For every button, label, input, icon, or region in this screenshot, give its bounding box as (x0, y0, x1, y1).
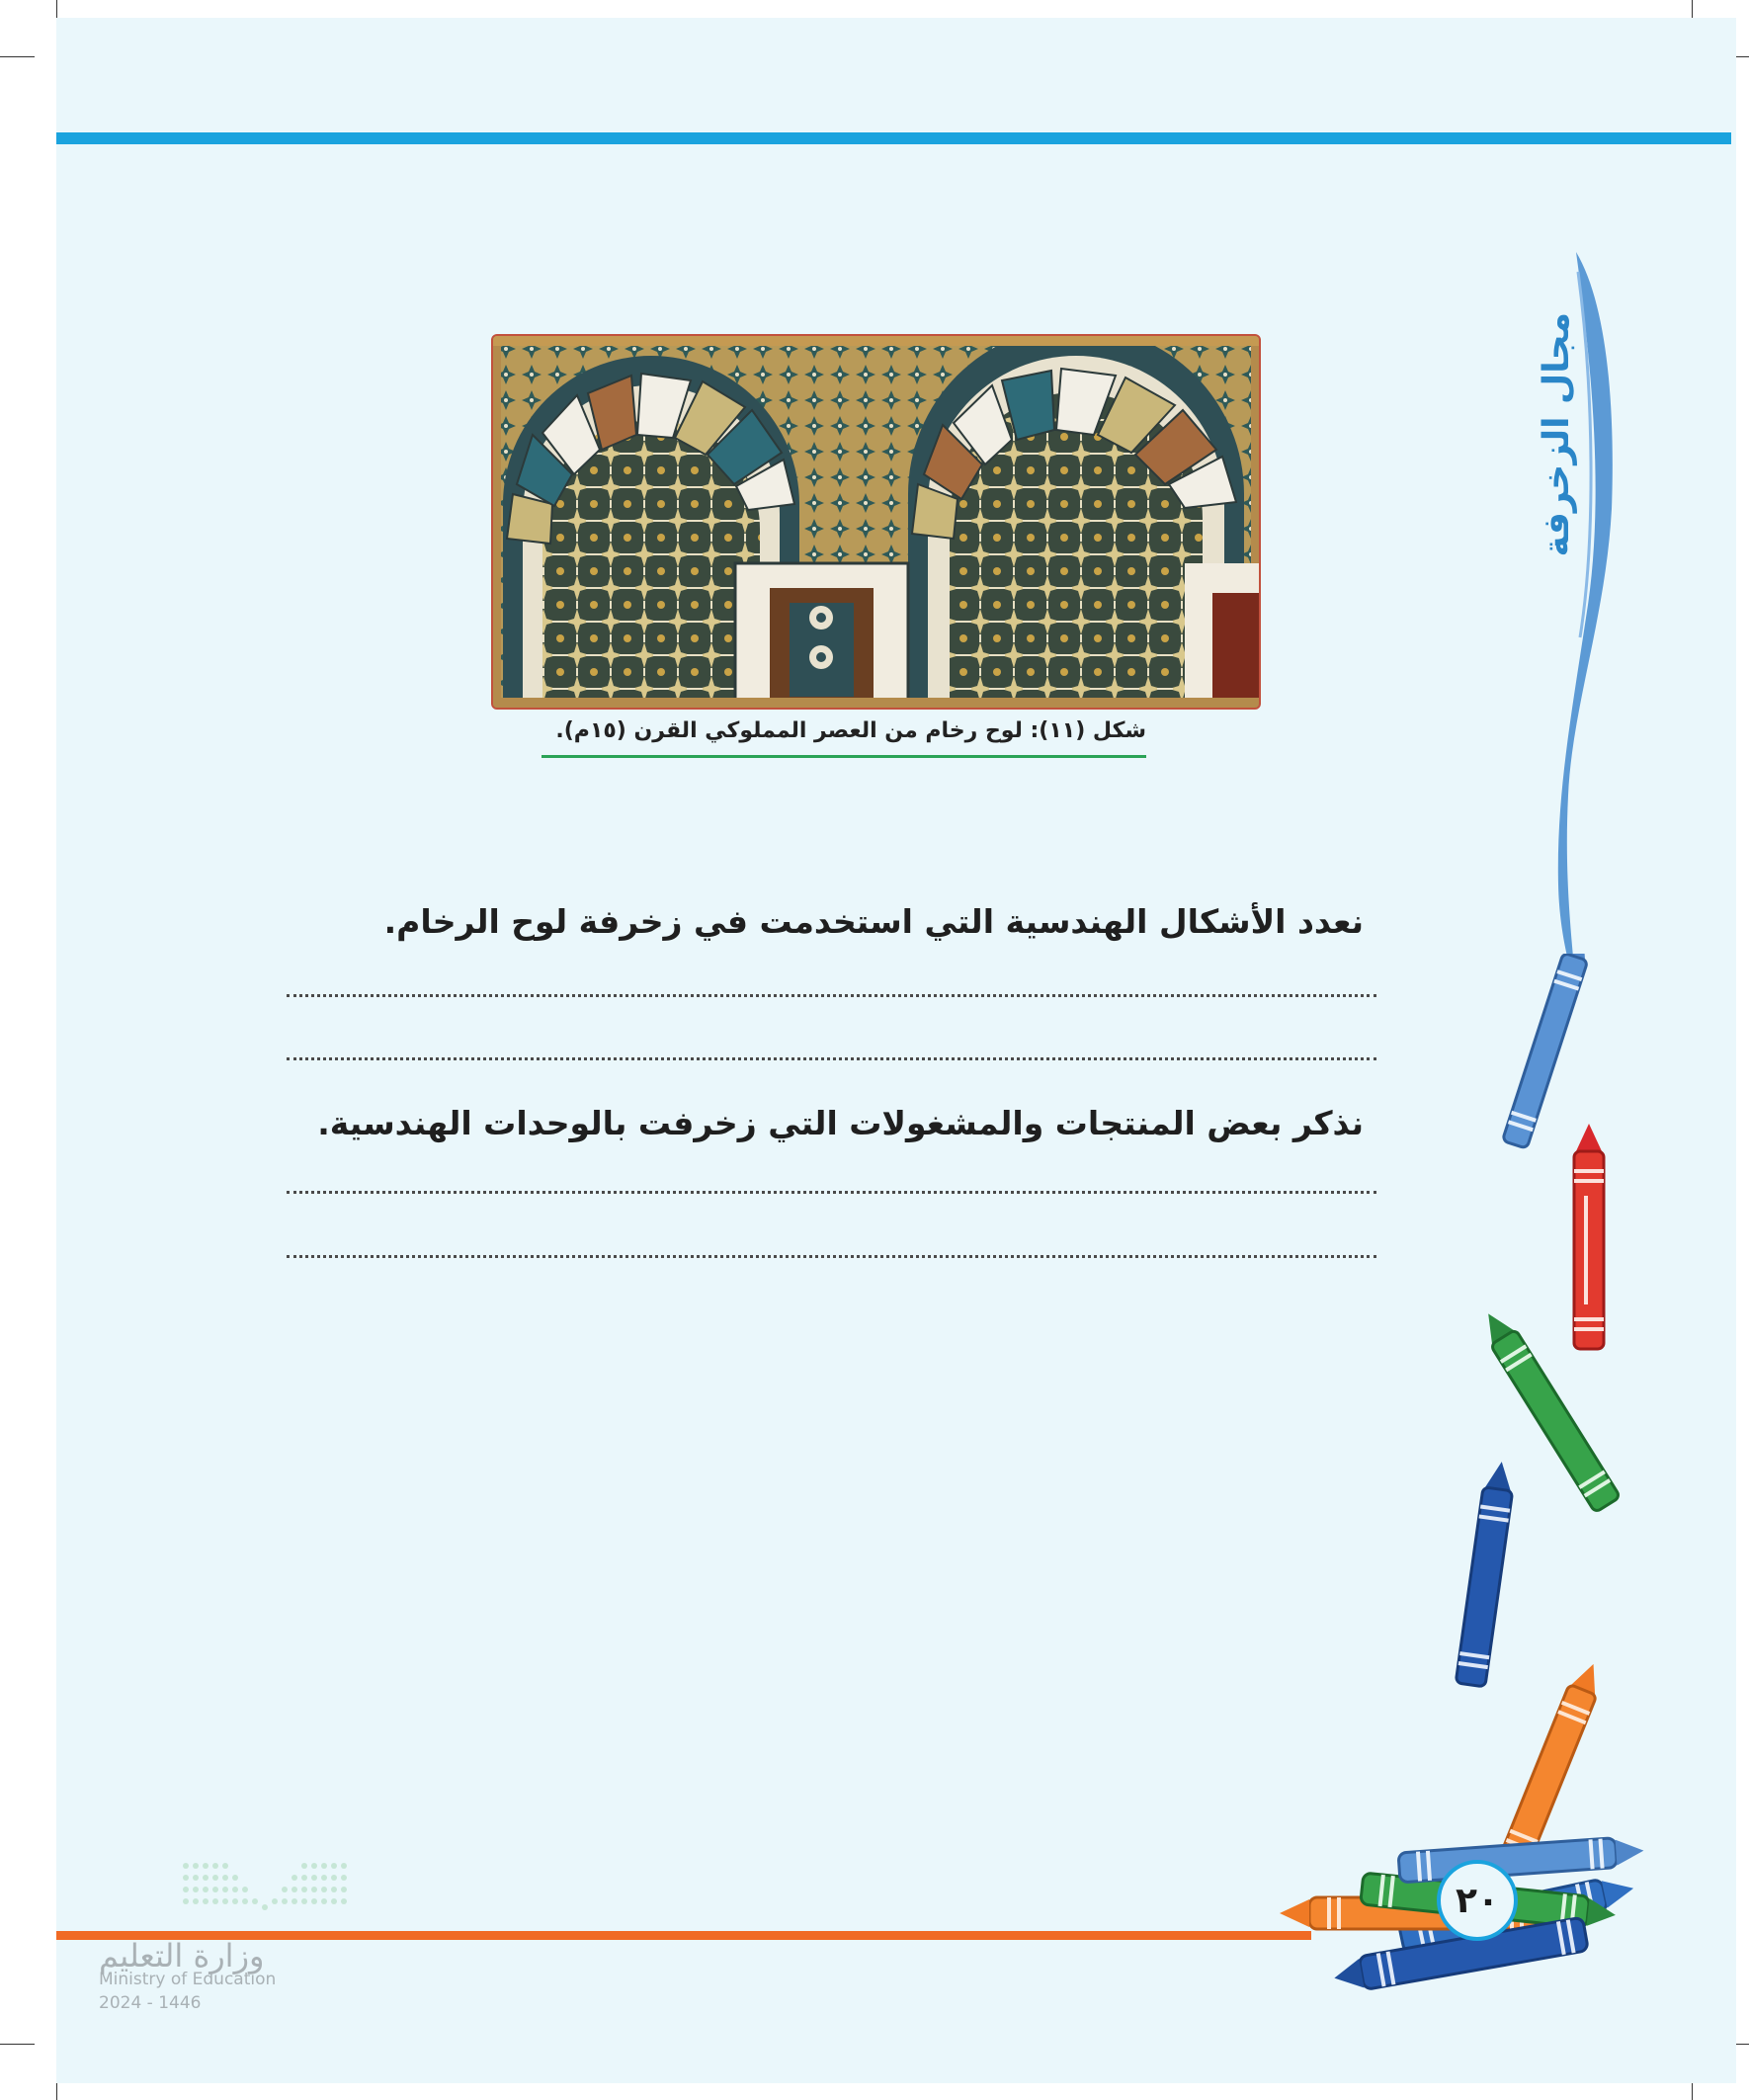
answer-line[interactable] (287, 1191, 1376, 1194)
crayons-illustration (1250, 954, 1665, 2011)
ministry-name-ar: وزارة التعليم (99, 1937, 265, 1974)
figure-caption: شكل (١١): لوح رخام من العصر المملوكي القرن (١٥م). (555, 718, 1146, 743)
question-2: نذكر بعض المنتجات والمشغولات التي زخرفت بالوحدات الهندسية. (317, 1104, 1364, 1142)
section-title: مجال الزخرفة (1536, 312, 1577, 557)
ministry-name-en: Ministry of Education (99, 1970, 277, 1989)
edition-year: 2024 - 1446 (99, 1993, 202, 2013)
page-number: ٢٠ (1437, 1860, 1518, 1941)
crop-mark (0, 2044, 35, 2045)
marble-panel-figure (491, 334, 1261, 710)
marble-panel-image (493, 336, 1259, 708)
question-1: نعدد الأشكال الهندسية التي استخدمت في زخرفة لوح الرخام. (383, 902, 1364, 941)
ministry-logo-icon (180, 1860, 350, 1911)
caption-rule (541, 755, 1146, 758)
crop-mark (0, 56, 35, 57)
answer-line[interactable] (287, 994, 1376, 997)
top-rule (56, 132, 1731, 144)
answer-line[interactable] (287, 1255, 1376, 1258)
answer-line[interactable] (287, 1057, 1376, 1060)
